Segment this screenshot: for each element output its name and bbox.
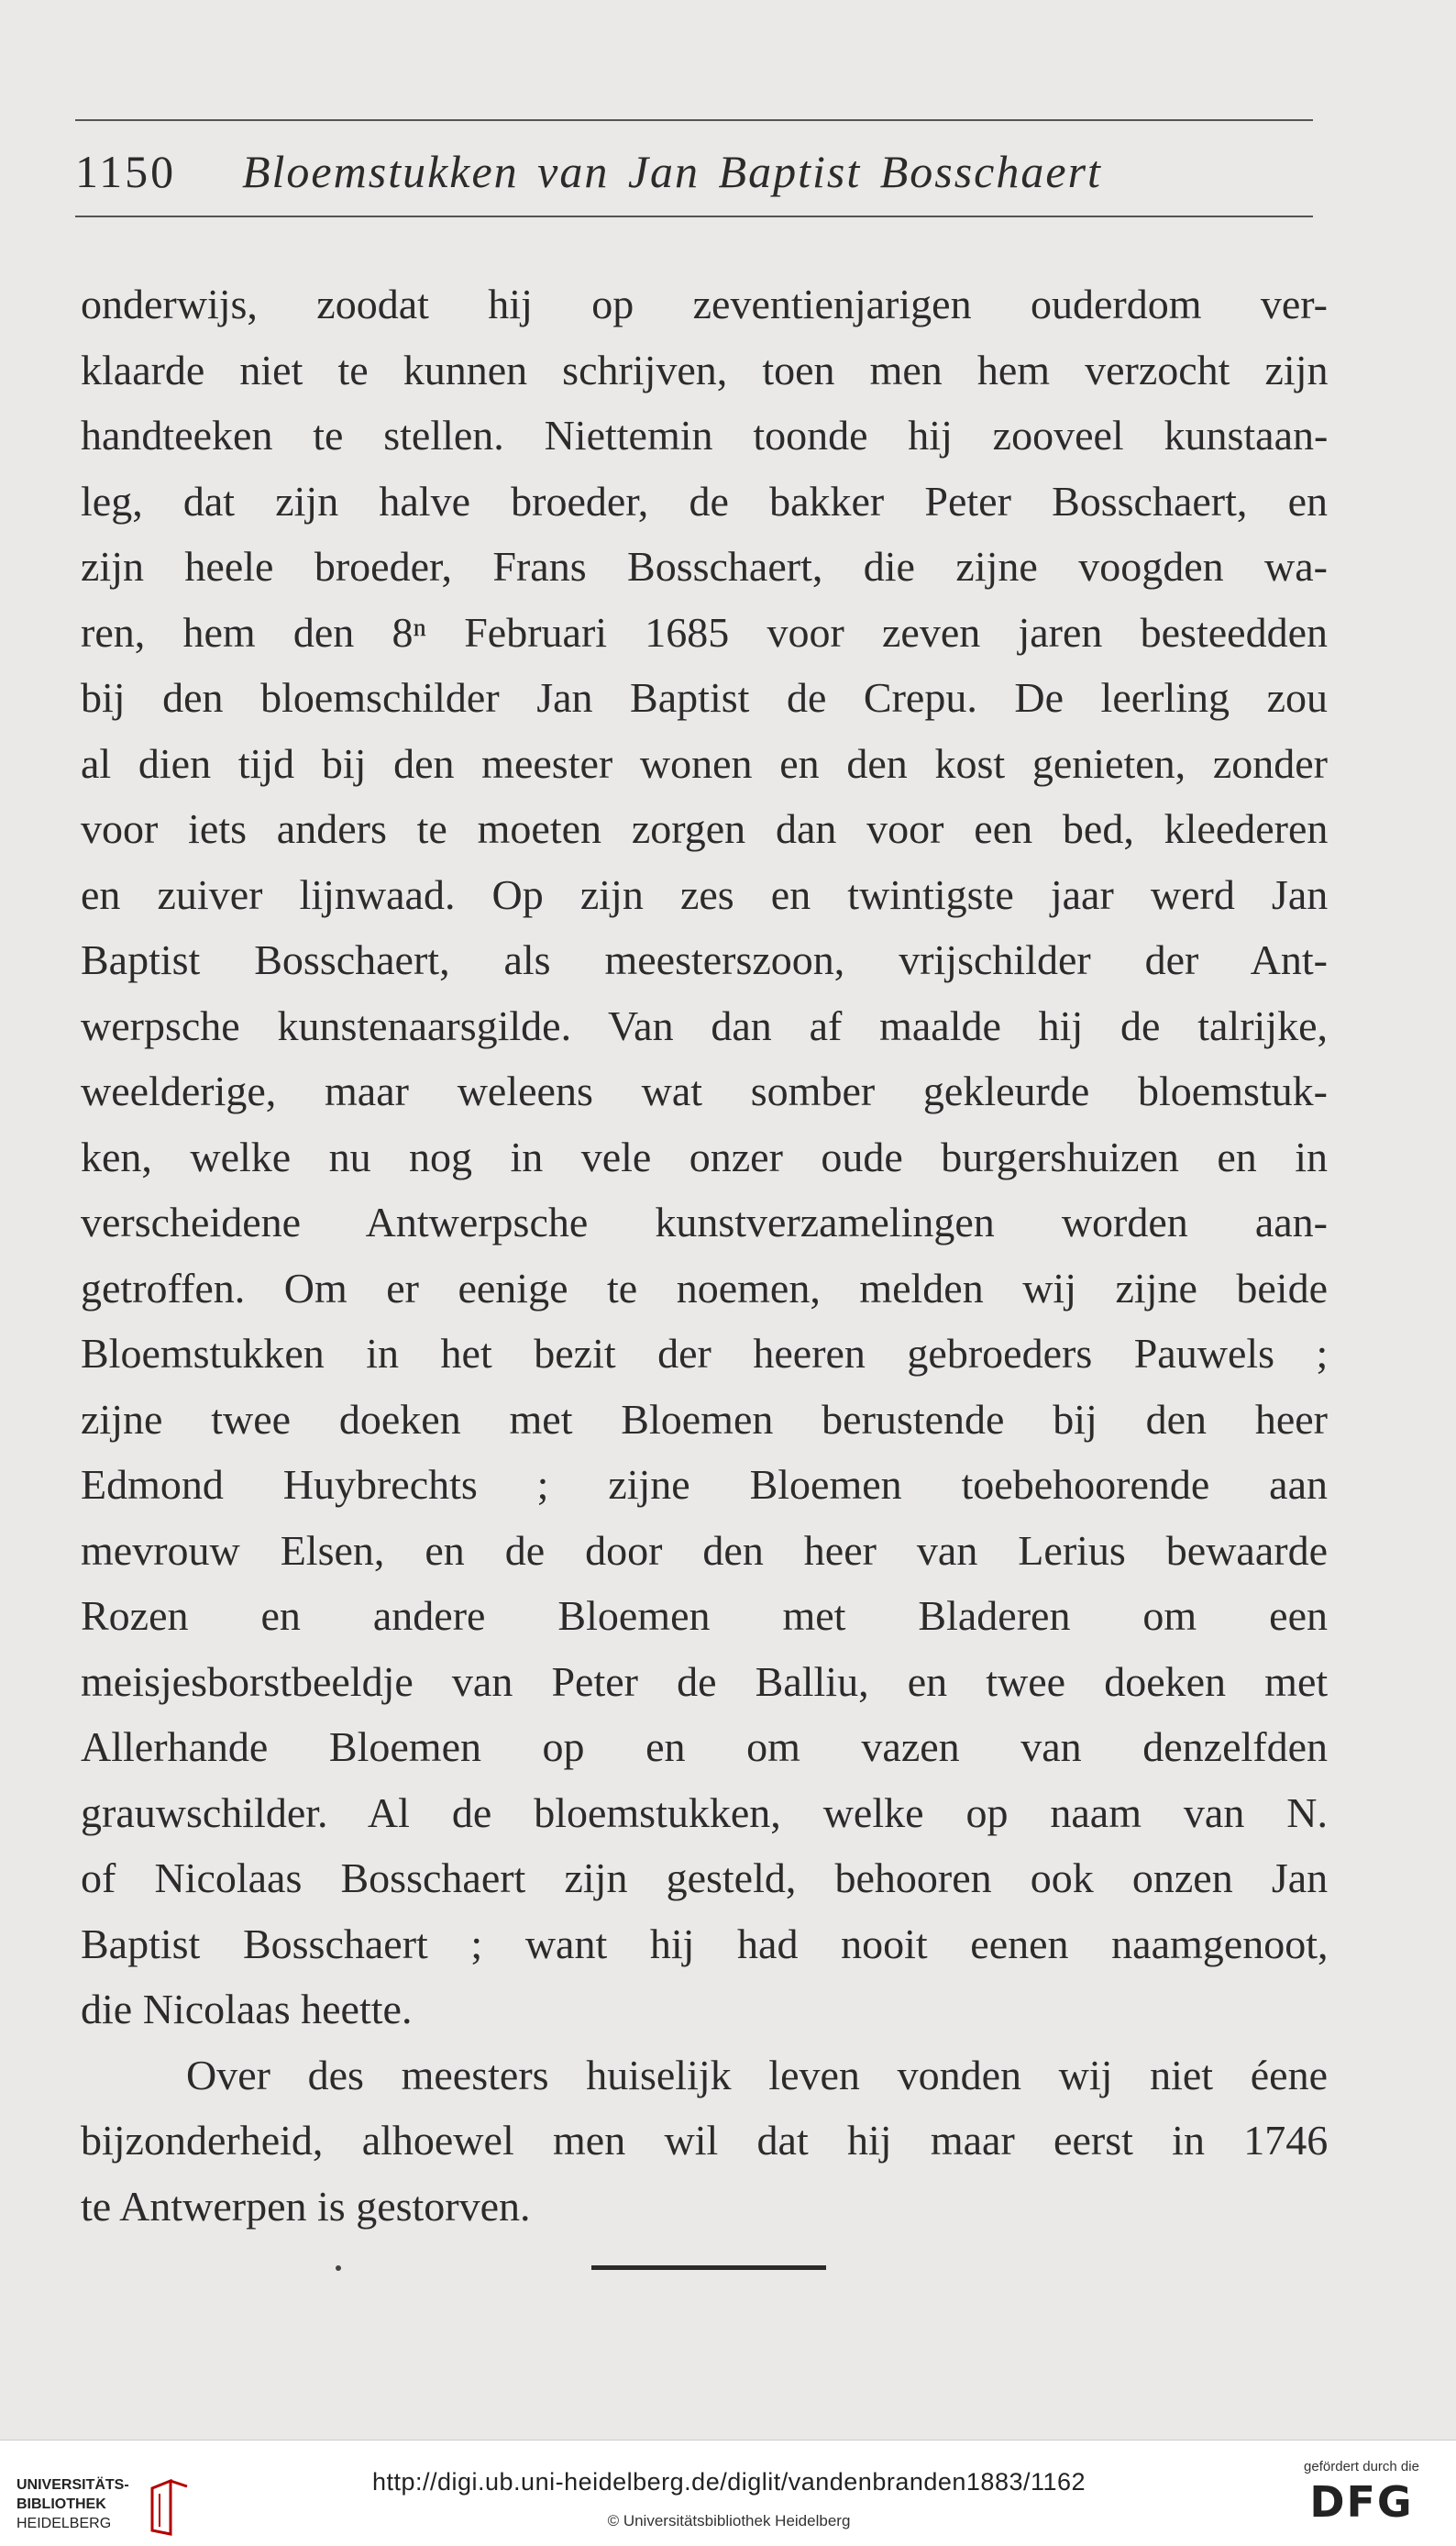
library-emblem-icon bbox=[147, 2475, 193, 2540]
text-line: zijne twee doeken met Bloemen berustende bij den heer bbox=[81, 1395, 1328, 1443]
text-line: voor iets anders te moeten zorgen dan voor een bed, kleederen bbox=[81, 805, 1329, 852]
text-line: Baptist Bosschaert ; want hij had nooit eenen naamgenoot, bbox=[81, 1920, 1329, 1967]
permalink-url[interactable]: http://digi.ub.uni-heidelberg.de/diglit/vandenbranden1883/1162 bbox=[371, 2468, 1086, 2496]
dfg-caption: gefördert durch die bbox=[1304, 2459, 1419, 2474]
text-line: te Antwerpen is gestorven. bbox=[81, 2182, 531, 2230]
text-line: Baptist Bosschaert, als meesterszoon, vrijschilder der Ant- bbox=[81, 936, 1328, 983]
text-line: Allerhande Bloemen op en om vazen van denzelfden bbox=[81, 1723, 1328, 1770]
text-line: bijzonderheid, alhoewel men wil dat hij maar eerst in 1746 bbox=[81, 2117, 1329, 2164]
library-name-line: UNIVERSITÄTS- bbox=[17, 2477, 129, 2493]
text-line: bij den bloemschilder Jan Baptist de Crepu. De leerling zou bbox=[81, 674, 1328, 721]
text-line: zijn heele broeder, Frans Bosschaert, die zijne voogden wa- bbox=[81, 543, 1328, 590]
text-line: Rozen en andere Bloemen met Bladeren om een bbox=[81, 1592, 1328, 1639]
text-line: getroffen. Om er eenige te noemen, melden wij zijne beide bbox=[81, 1264, 1328, 1312]
text-line: ken, welke nu nog in vele onzer oude burgershuizen en in bbox=[81, 1133, 1328, 1180]
header-bottom-rule bbox=[75, 216, 1313, 217]
text-line: al dien tijd bij den meester wonen en den kost genieten, zonder bbox=[81, 739, 1328, 787]
end-rule bbox=[591, 2265, 826, 2270]
library-name-line: HEIDELBERG bbox=[17, 2516, 112, 2531]
text-line: ren, hem den 8ⁿ Februari 1685 voor zeven jaren besteedden bbox=[81, 608, 1328, 656]
running-title: Bloemstukken van Jan Baptist Bosschaert bbox=[242, 146, 1102, 197]
text-line: en zuiver lijnwaad. Op zijn zes en twintigste jaar werd Jan bbox=[81, 870, 1329, 918]
text-line: Edmond Huybrechts ; zijne Bloemen toebehoorende aan bbox=[81, 1461, 1328, 1508]
text-line: meisjesborstbeeldje van Peter de Balliu, en twee doeken met bbox=[81, 1657, 1329, 1705]
text-line: onderwijs, zoodat hij op zeventienjarigen ouderdom ver- bbox=[81, 281, 1328, 327]
text-line: klaarde niet te kunnen schrijven, toen men hem verzocht zijn bbox=[81, 346, 1329, 393]
page-number: 1150 bbox=[75, 146, 177, 197]
text-line: leg, dat zijn halve broeder, de bakker Peter Bosschaert, en bbox=[81, 477, 1328, 525]
text-line: of Nicolaas Bosschaert zijn gesteld, behooren ook onzen Jan bbox=[81, 1854, 1329, 1901]
text-line: werpsche kunstenaarsgilde. Van dan af maalde hij de talrijke, bbox=[81, 1002, 1328, 1049]
library-logo bbox=[17, 2475, 191, 2540]
text-line: Bloemstukken in het bezit der heeren gebroeders Pauwels ; bbox=[81, 1330, 1329, 1377]
text-line: Over des meesters huiselijk leven vonden wij niet éene bbox=[186, 2051, 1328, 2098]
footer-bar bbox=[0, 2440, 1456, 2546]
text-line: verscheidene Antwerpsche kunstverzamelingen worden aan- bbox=[81, 1199, 1328, 1245]
copyright-notice: © Universitätsbibliothek Heidelberg bbox=[607, 2512, 851, 2529]
text-line: die Nicolaas heette. bbox=[81, 1986, 413, 2032]
library-name-line: BIBLIOTHEK bbox=[17, 2496, 106, 2512]
dfg-logo bbox=[1284, 2459, 1439, 2541]
page-header bbox=[75, 139, 1313, 204]
text-line: grauwschilder. Al de bloemstukken, welke op naam van N. bbox=[81, 1788, 1328, 1836]
body-text bbox=[81, 271, 1328, 2239]
dfg-wordmark: DFG bbox=[1309, 2477, 1414, 2527]
text-line: mevrouw Elsen, en de door den heer van Lerius bewaarde bbox=[81, 1526, 1328, 1574]
ornament-dot bbox=[336, 2265, 341, 2271]
text-line: handteeken te stellen. Niettemin toonde hij zooveel kunstaan- bbox=[81, 412, 1329, 459]
header-top-rule bbox=[75, 119, 1313, 121]
text-line: weelderige, maar weleens wat somber gekleurde bloemstuk- bbox=[81, 1068, 1328, 1114]
